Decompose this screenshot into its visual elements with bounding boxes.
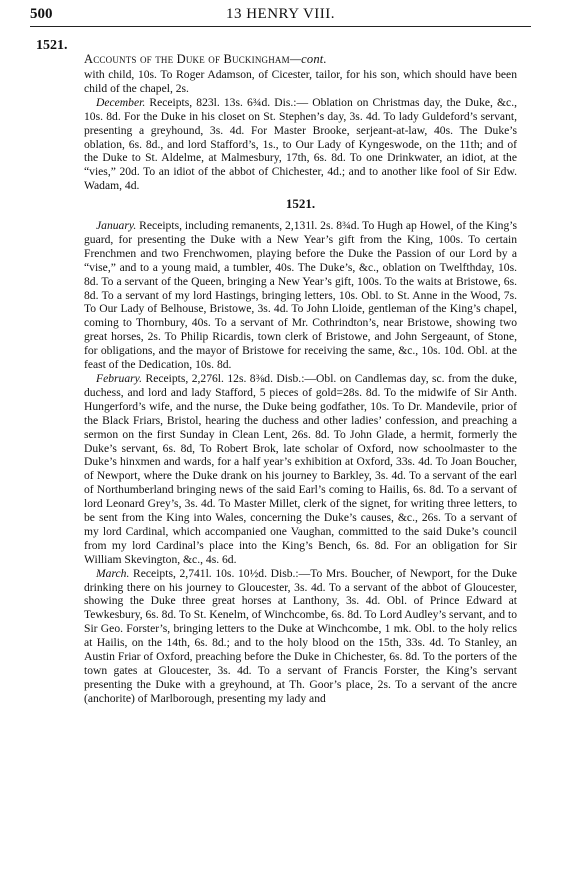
running-title: 13 HENRY VIII.: [225, 6, 336, 22]
text-block-december: [84, 68, 517, 193]
text-block-1521: [84, 219, 517, 706]
paragraph-december: [84, 96, 517, 193]
section-title: Accounts of the Duke of Buckingham: [84, 52, 290, 66]
page-number: 500: [30, 6, 53, 22]
month-label-march: March.: [96, 566, 130, 580]
month-label-february: February.: [96, 371, 143, 385]
paragraph-february: [84, 372, 517, 567]
page-header: [30, 6, 531, 27]
paragraph-january-text: Receipts, including remanents, 2,131l. 2s. 8¾d. To Hugh ap Howel, of the King’s guard, for presenting the Duke with a New Year’s gift from the King, 100s. To certain Frenchmen and two Frenchwomen, playing before the Duke the Passion of our Lord by a “vise,” and to a young maid, a tumbler, 40s. The Duke’s, &c., oblation on Twelfthday, 10s. 8d. To a servant of the Queen, bringing a New Year’s gift, 100s. To the waits at Bristowe, 6s. 8d. To a servant of my lord Hastings, bringing letters, 10s. Obl. to St. Anne in the Wood, 7s. To Our Lady of Belhouse, Bristowe, 3s. 4d. To John Lloide, gentleman of the King’s chapel, coming to Thornbury, 40s. To a servant of Mr. Cothrindton’s, near Bristowe, showing two great horses, 2s. To Philip Ricardis, town clerk of Bristowe, and John Sergeaunt, of Stone, for obligations, and the mayor of Bristowe for receiving the same, &c., 10s. 10d. Obl. at the feast of the Dedication, 10s. 8d.: [84, 219, 517, 372]
paragraph-february-text: Receipts, 2,276l. 12s. 8⅜d. Disb.:—Obl. on Candlemas day, sc. from the duke, duchess, and lord and lady Stafford, 5 pieces of gold=28s. 8d. To the midwife of Sir Anth. Hungerford’s wife, and the nurse, the Duke being godfather, 10s. To Dr. Mandevile, prior of the Black Friars, Bristol, hearing the duchess and other ladies’ confession, and preaching a sermon on the first Sunday in Clean Lent, 26s. 8d. To John Glade, a hermit, formerly the Duke’s servant, 6s. 8d, To Robert Brok, late scholar of Oxford, now schoolmaster to the Duke’s hinxmen and wards, for a half year’s exhibition at Oxford, 33s. 4d. To Joan Boucher, of Newport, where the Duke drank on his journey to Barkley, 3s. 4d. To a servant of the earl of Northumberland bringing news of the said Earl’s coming to Hailis, 6s. 8d. To a servant of lord Leonard Grey’s, 3s. 4d. To Master Millet, clerk of the signet, for writing three letters, to be sent from the King into Wales, concerning the Duke’s causes, &c., 26s. To a servant of my lord Cardinal, which accompanied one Vaughan, committed to the said Duke’s council from my lord Cardinal’s place into the King’s Bench, 6s. 8d. For an obligation for Sir William Skevington, &c., 4s. 6d.: [84, 371, 517, 566]
paragraph-march: [84, 567, 517, 706]
month-label-january: January.: [96, 219, 137, 232]
margin-year: 1521.: [36, 38, 68, 53]
month-label-december: December.: [96, 95, 146, 109]
section-suffix: —cont.: [289, 52, 327, 66]
year-heading: 1521.: [285, 196, 316, 211]
paragraph-continuation: with child, 10s. To Roger Adamson, of Cicester, tailor, for his son, which should have been child of the chapel, 2s.: [84, 68, 517, 95]
side-watermark: [6, 560, 54, 820]
paragraph-december-text: Receipts, 823l. 13s. 6¾d. Dis.:— Oblation on Christmas day, the Duke, &c., 10s. 8d. For the Duke in his closet on St. Stephen’s day, 3s. 4d. To lady Guldeford’s servant, presenting a greyhound, 3s. 4d. For Master Brooke, serjeant-at-law, 40s. The Duke’s oblation, 6s. 8d., and lord Stafford’s, 1s., to Our Lady of Kyngeswode, on the 11th; and of the Duke to St. Aldelme, at Malmesbury, 17th, 6s. 8d. To one Drinkwater, an idiot, at the “vies,” 20d. To an idiot of the abbot of Chichester, 4d.; and to another like fool of Sir Edw. Wadam, 4d.: [84, 95, 517, 193]
paragraph-january: [84, 219, 517, 372]
section-heading: [84, 52, 327, 67]
paragraph-march-text: Receipts, 2,741l. 10s. 10½d. Disb.:—To Mrs. Boucher, of Newport, for the Duke drinking there on his journey to Gloucester, 3s. 4d. To a servant of the abbot of Gloucester, showing the Duke three great horses at Lanthony, 3s. 4d. Obl. of Prince Edward at Tewkesbury, 6s. 8d. To St. Kenelm, of Winchcombe, 6s. 8d. To Lord Audley’s servant, and to Sir Geo. Forster’s, bringing letters to the Duke at Winchcombe, 1 mk. Obl. to the holy relics at Hailis, on the 14th, 6s. 8d.; and to the holy blood on the 15th, 33s. 4d. To Stanley, an Austin Friar of Oxford, preaching before the Duke in Chichester, 6s. 8d. To the porters of the town gates at Gloucester, 3s. 4d. To a servant of Francis Forster, the King’s servant presenting the Duke with a greyhound, at Th. Goor’s place, 2s. To a servant of the ancre (anchorite) of Marlborough, presenting my lady and: [84, 566, 517, 705]
